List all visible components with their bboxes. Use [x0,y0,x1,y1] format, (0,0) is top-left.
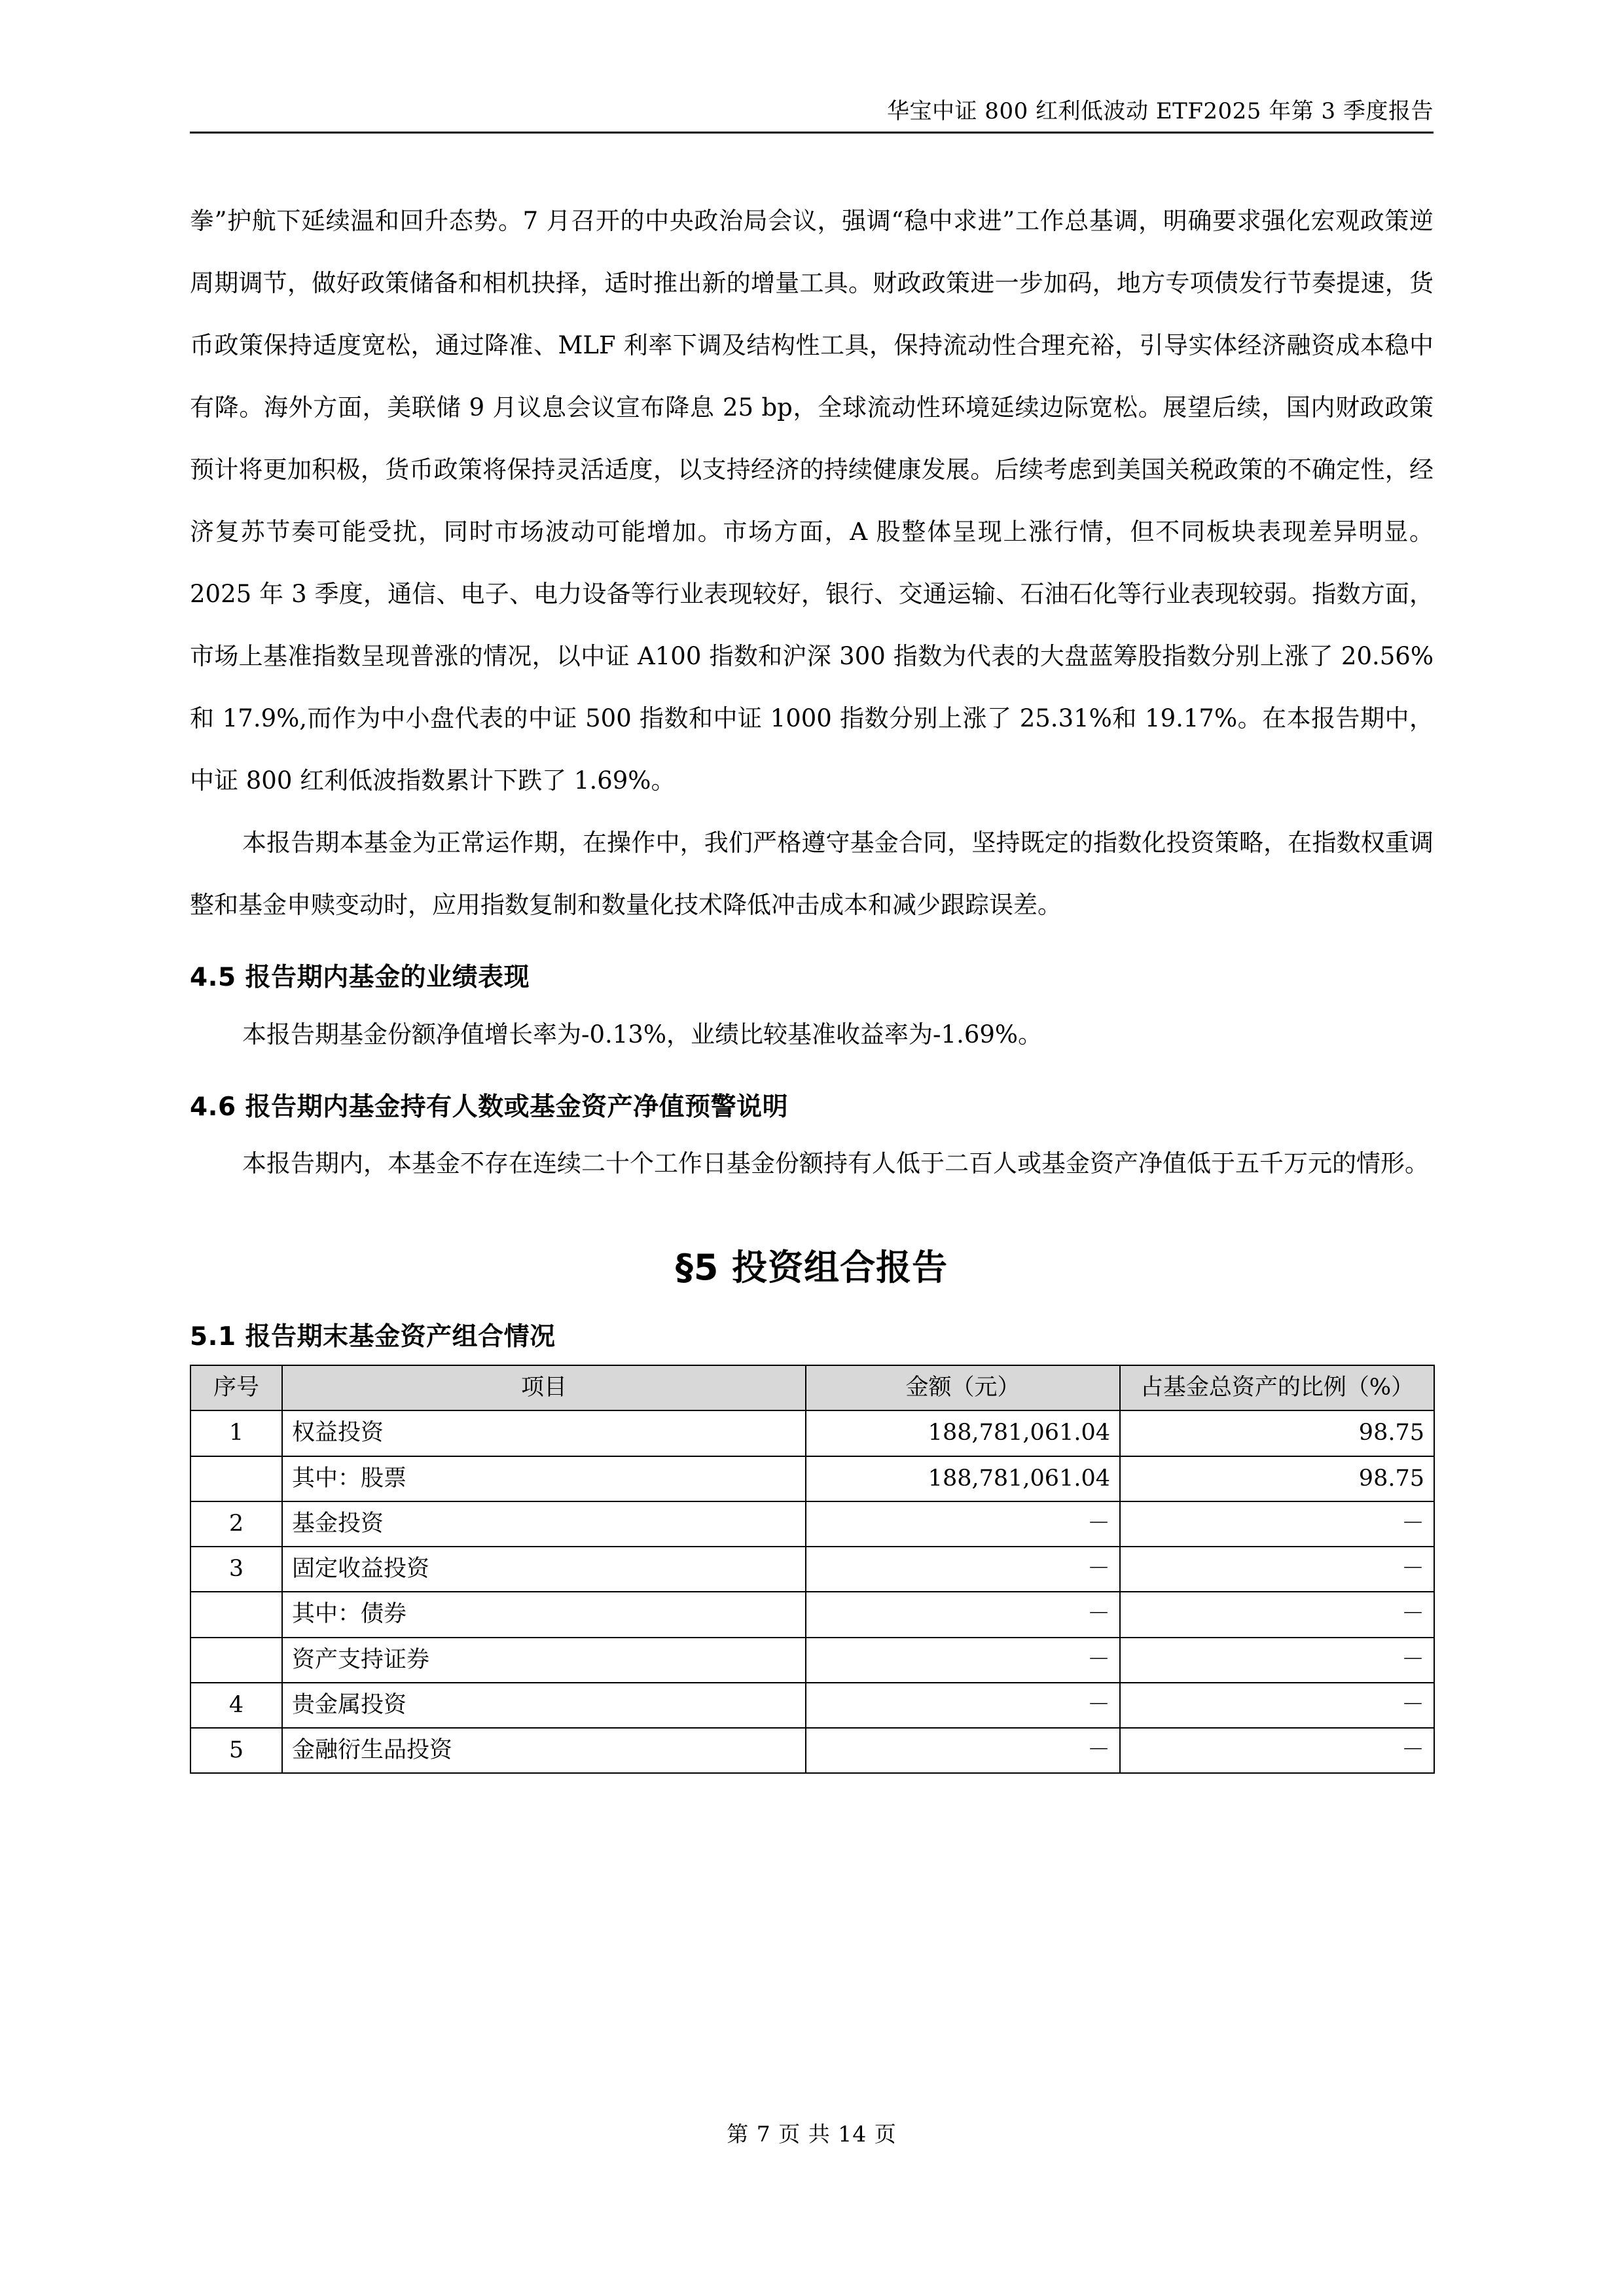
cell-no [190,1592,282,1637]
running-header-title: 华宝中证 800 红利低波动 ETF2025 年第 3 季度报告 [887,98,1434,124]
cell-no: 2 [190,1501,282,1547]
cell-percent: － [1120,1683,1434,1728]
cell-item: 其中：债券 [282,1592,806,1637]
heading-5-1: 5.1 报告期末基金资产组合情况 [190,1321,556,1352]
paragraph-4-6-warning: 本报告期内，本基金不存在连续二十个工作日基金份额持有人低于二百人或基金资产净值低于五千万元的情形。 [242,1149,1429,1178]
cell-percent: 98.75 [1120,1456,1434,1501]
cell-percent: － [1120,1547,1434,1592]
paragraph-market-review: 拳”护航下延续温和回升态势。7 月召开的中央政治局会议，强调“稳中求进”工作总基调，明确要求强化宏观政策逆周期调节，做好政策储备和相机抉择，适时推出新的增量工具。财政政策进一步加码，地方专项债发行节奏提速，货币政策保持适度宽松，通过降准、MLF 利率下调及结构性工具，保持流动性合理充裕，引导实体经济融资成本稳中有降。海外方面，美联储 9 月议息会议宣布降息 25 bp，全球流动性环境延续边际宽松。展望后续，国内财政政策预计将更加积极，货币政策将保持灵活适度，以支持经济的持续健康发展。后续考虑到美国关税政策的不确定性，经济复苏节奏可能受扰，同时市场波动可能增加。市场方面，A 股整体呈现上涨行情，但不同板块表现差异明显。2025 年 3 季度，通信、电子、电力设备等行业表现较好，银行、交通运输、石油石化等行业表现较弱。指数方面，市场上基准指数呈现普涨的情况，以中证 A100 指数和沪深 300 指数为代表的大盘蓝筹股指数分别上涨了 20.56%和 17.9%,而作为中小盘代表的中证 500 指数和中证 1000 指数分别上涨了 25.31%和 19.17%。在本报告期中，中证 800 红利低波指数累计下跌了 1.69%。 [190,207,1434,795]
cell-item: 基金投资 [282,1501,806,1547]
table-row [190,1456,1434,1501]
cell-amount: － [806,1592,1120,1637]
table-row [190,1547,1434,1592]
cell-item: 贵金属投资 [282,1683,806,1728]
heading-4-6: 4.6 报告期内基金持有人数或基金资产净值预警说明 [190,1092,789,1122]
paragraph-fund-operation: 本报告期本基金为正常运作期，在操作中，我们严格遵守基金合同，坚持既定的指数化投资策略，在指数权重调整和基金申赎变动时，应用指数复制和数量化技术降低冲击成本和减少跟踪误差。 [190,829,1434,919]
cell-no: 1 [190,1410,282,1456]
cell-amount: － [806,1638,1120,1683]
asset-allocation-table [190,1365,1435,1774]
table-row [190,1410,1434,1456]
cell-no: 4 [190,1683,282,1728]
table-row [190,1592,1434,1637]
header-divider-rule [190,132,1434,134]
page-number-text: 第 7 页 共 14 页 [727,2121,897,2147]
heading-4-5: 4.5 报告期内基金的业绩表现 [190,963,530,992]
table-row [190,1638,1434,1683]
table-row [190,1683,1434,1728]
table-body [190,1410,1434,1773]
table-row [190,1501,1434,1547]
cell-no [190,1638,282,1683]
paragraph-4-5-performance: 本报告期基金份额净值增长率为-0.13%，业绩比较基准收益率为-1.69%。 [242,1020,1043,1049]
column-header-percent: 占基金总资产的比例（%） [1120,1365,1434,1410]
page-header [190,98,1434,134]
cell-item: 资产支持证券 [282,1638,806,1683]
cell-no: 5 [190,1728,282,1773]
heading-chapter-5: §5 投资组合报告 [675,1247,948,1289]
cell-item: 金融衍生品投资 [282,1728,806,1773]
cell-amount: 188,781,061.04 [806,1410,1120,1456]
cell-no [190,1456,282,1501]
column-header-amount: 金额（元） [806,1365,1120,1410]
cell-item: 固定收益投资 [282,1547,806,1592]
cell-percent: － [1120,1728,1434,1773]
page-footer [190,2117,1434,2148]
cell-percent: 98.75 [1120,1410,1434,1456]
column-header-no: 序号 [190,1365,282,1410]
cell-percent: － [1120,1592,1434,1637]
cell-amount: 188,781,061.04 [806,1456,1120,1501]
cell-percent: － [1120,1638,1434,1683]
cell-percent: － [1120,1501,1434,1547]
cell-no: 3 [190,1547,282,1592]
cell-item: 权益投资 [282,1410,806,1456]
cell-amount: － [806,1683,1120,1728]
column-header-item: 项目 [282,1365,806,1410]
cell-amount: － [806,1728,1120,1773]
cell-amount: － [806,1547,1120,1592]
table-header-row [190,1365,1434,1410]
cell-amount: － [806,1501,1120,1547]
page-content [190,190,1434,1774]
table-row [190,1728,1434,1773]
cell-item: 其中：股票 [282,1456,806,1501]
